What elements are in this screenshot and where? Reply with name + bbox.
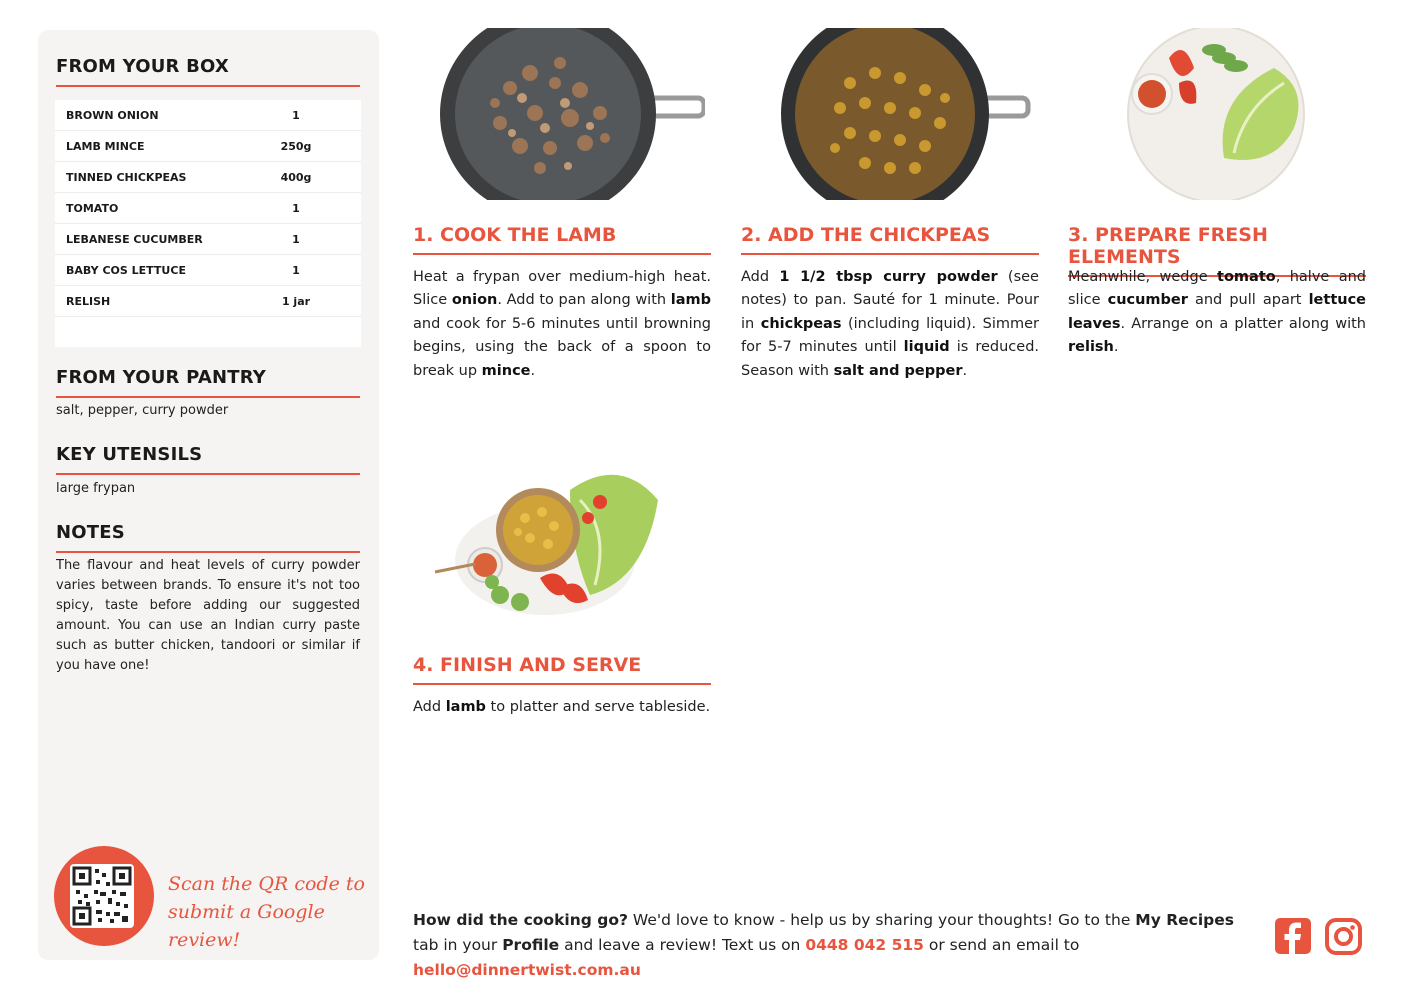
bold-keyword: chickpeas bbox=[760, 315, 842, 332]
contact-highlight[interactable]: hello@dinnertwist.com.au bbox=[413, 961, 641, 979]
ingredients-sidebar bbox=[38, 30, 379, 960]
ingredient-row bbox=[55, 224, 361, 255]
instagram-icon[interactable] bbox=[1325, 918, 1363, 956]
ingredient-name: BROWN ONION bbox=[55, 100, 251, 131]
from-your-box-heading: FROM YOUR BOX bbox=[56, 56, 360, 87]
bold-keyword: relish bbox=[1068, 339, 1114, 356]
ingredient-row bbox=[55, 286, 361, 317]
qr-code[interactable] bbox=[70, 864, 134, 928]
bold-keyword: onion bbox=[451, 292, 498, 309]
bold-keyword: tomato bbox=[1217, 269, 1276, 285]
bold-keyword: liquid bbox=[903, 339, 950, 356]
notes-text: The flavour and heat levels of curry powder varies between brands. To ensure it's not too spicy, taste before adding our suggested amount. You can use an Indian curry paste such as butter chicken, tandoori or similar if you have one! bbox=[56, 558, 360, 673]
step-2-instructions bbox=[741, 266, 1039, 383]
ingredient-row bbox=[55, 162, 361, 193]
text-run: . Add to pan along with bbox=[497, 292, 671, 309]
text-run: (including liquid). Simmer for 5-7 minutes until bbox=[741, 315, 1039, 356]
from-your-pantry-heading: FROM YOUR PANTRY bbox=[56, 367, 360, 398]
step-4-photo-finished-platter bbox=[430, 460, 665, 620]
qr-code-badge[interactable] bbox=[54, 846, 154, 946]
ingredient-quantity: 400g bbox=[251, 162, 361, 193]
text-run: tab in your bbox=[413, 936, 503, 954]
bold-keyword: mince bbox=[481, 362, 531, 379]
ingredient-row bbox=[55, 100, 361, 131]
text-run: and pull apart bbox=[1187, 292, 1309, 309]
contact-highlight[interactable]: 0448 042 515 bbox=[805, 936, 924, 954]
text-run: and leave a review! Text us on bbox=[559, 936, 806, 954]
pantry-text: salt, pepper, curry powder bbox=[56, 403, 229, 418]
text-run: is reduced. Season with bbox=[741, 339, 1040, 379]
text-run: and cook for 5-6 minutes until browning begins, using the back of a spoon to break up bbox=[413, 315, 711, 379]
text-run: Add bbox=[413, 699, 446, 715]
text-run: . bbox=[962, 362, 968, 379]
ingredient-name: RELISH bbox=[55, 286, 251, 317]
bold-keyword: salt and pepper bbox=[833, 362, 963, 379]
empty-cell bbox=[55, 317, 361, 348]
step-1-title: 1. COOK THE LAMB bbox=[413, 224, 711, 255]
ingredient-quantity: 1 bbox=[251, 224, 361, 255]
text-run: . bbox=[530, 362, 536, 379]
key-utensils-heading: KEY UTENSILS bbox=[56, 444, 360, 475]
text-run: or send an email to bbox=[923, 936, 1080, 954]
bold-keyword: Profile bbox=[502, 936, 560, 954]
utensils-text: large frypan bbox=[56, 481, 136, 496]
ingredients-table bbox=[55, 100, 361, 347]
step-4-instructions bbox=[413, 696, 711, 719]
ingredient-quantity: 1 jar bbox=[251, 286, 361, 317]
step-1-photo-frypan-lamb bbox=[440, 28, 705, 200]
step-3-title: 3. PREPARE FRESH ELEMENTS bbox=[1068, 224, 1366, 277]
qr-code-icon bbox=[70, 864, 134, 928]
ingredient-name: LEBANESE CUCUMBER bbox=[55, 224, 251, 255]
text-run: . bbox=[1113, 339, 1119, 356]
bold-keyword: cucumber bbox=[1107, 292, 1188, 309]
bold-keyword: 1 1/2 tbsp curry powder bbox=[779, 269, 998, 285]
bold-keyword: My Recipes bbox=[1135, 911, 1234, 929]
bold-keyword: lamb bbox=[445, 699, 486, 715]
step-2-title: 2. ADD THE CHICKPEAS bbox=[741, 224, 1039, 255]
facebook-icon[interactable] bbox=[1275, 918, 1313, 956]
review-footer-text bbox=[413, 908, 1263, 983]
qr-caption-line-2: submit a Google review! bbox=[168, 901, 325, 951]
ingredient-quantity: 1 bbox=[251, 193, 361, 224]
step-3-photo-fresh-platter bbox=[1124, 28, 1314, 200]
text-run: , halve and slice bbox=[1068, 269, 1366, 309]
step-1-instructions bbox=[413, 266, 711, 383]
text-run: . Arrange on a platter along with bbox=[1120, 315, 1366, 332]
ingredient-row bbox=[55, 131, 361, 162]
qr-caption-line-1: Scan the QR code to bbox=[168, 873, 365, 895]
ingredient-row bbox=[55, 193, 361, 224]
ingredient-row bbox=[55, 255, 361, 286]
step-2-photo-frypan-chickpeas bbox=[780, 28, 1032, 200]
ingredient-name: BABY COS LETTUCE bbox=[55, 255, 251, 286]
text-run: Meanwhile, wedge bbox=[1068, 269, 1218, 285]
ingredient-name: LAMB MINCE bbox=[55, 131, 251, 162]
bold-keyword: How did the cooking go? bbox=[413, 911, 628, 929]
ingredient-name: TINNED CHICKPEAS bbox=[55, 162, 251, 193]
notes-heading: NOTES bbox=[56, 522, 360, 553]
ingredient-quantity: 1 bbox=[251, 100, 361, 131]
text-run: to platter and serve tableside. bbox=[485, 699, 711, 715]
step-3-instructions bbox=[1068, 266, 1366, 360]
qr-caption bbox=[168, 870, 368, 954]
text-run: (see notes) to pan. Sauté for 1 minute. Pour in bbox=[741, 269, 1039, 332]
bold-keyword: lettuce leaves bbox=[1068, 292, 1366, 332]
ingredient-row-empty bbox=[55, 317, 361, 348]
text-run: Add bbox=[741, 269, 780, 285]
text-run: Heat a frypan over medium-high heat. Slice bbox=[413, 269, 711, 309]
bold-keyword: lamb bbox=[670, 292, 711, 309]
text-run: We'd love to know - help us by sharing your thoughts! Go to the bbox=[627, 911, 1136, 929]
step-4-title: 4. FINISH AND SERVE bbox=[413, 654, 711, 685]
ingredient-quantity: 250g bbox=[251, 131, 361, 162]
ingredient-name: TOMATO bbox=[55, 193, 251, 224]
ingredient-quantity: 1 bbox=[251, 255, 361, 286]
